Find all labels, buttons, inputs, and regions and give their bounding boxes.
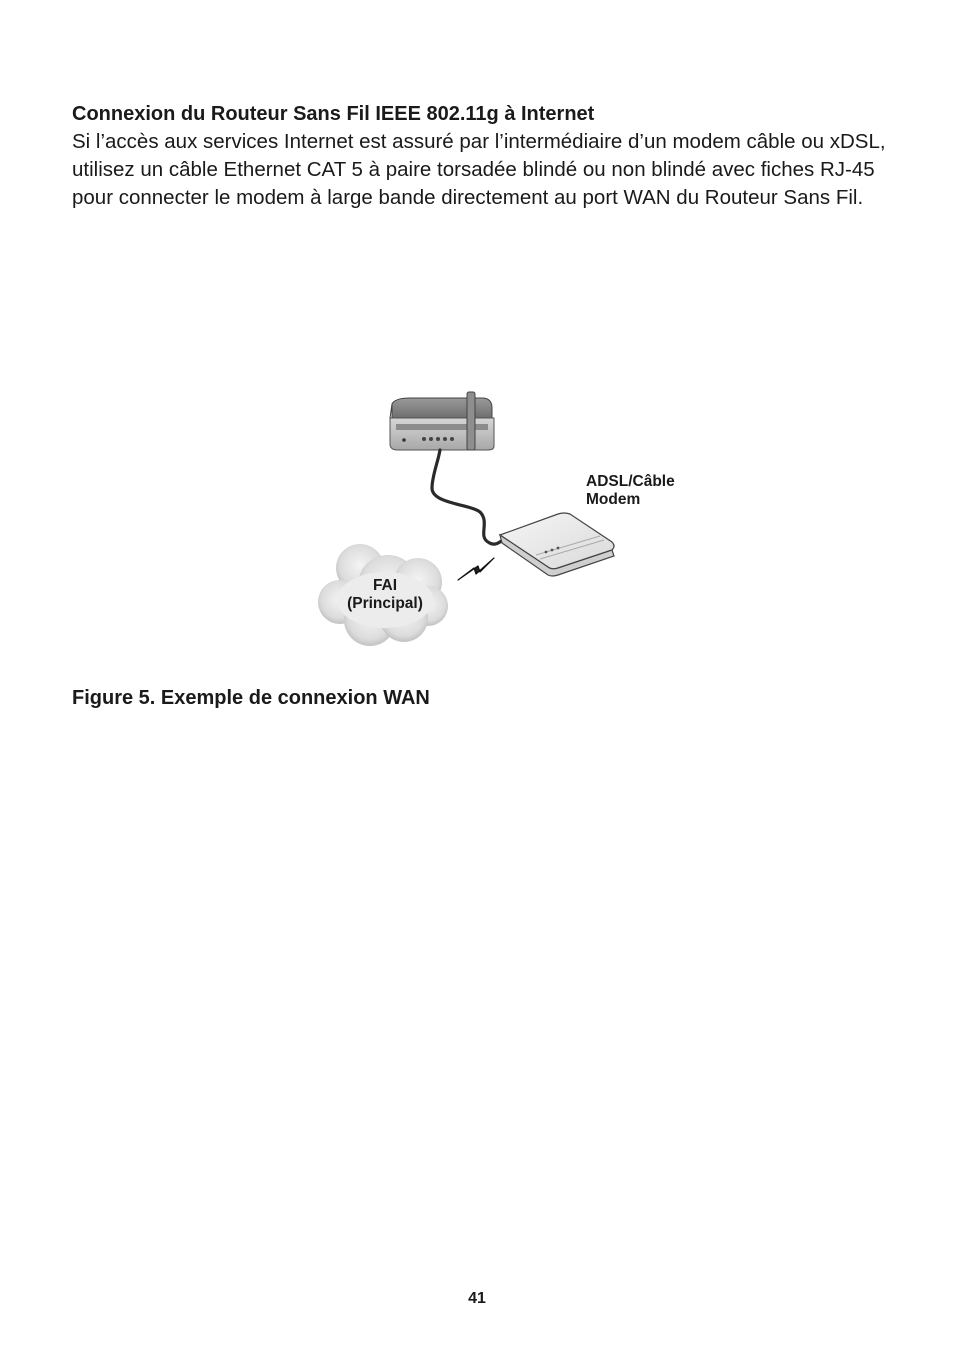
ethernet-cable xyxy=(432,450,508,544)
section-body: Si l’accès aux services Internet est assuré par l’intermédiaire d’un modem câble ou xDSL, utilisez un câble Ethernet CAT 5 à paire torsadée blindé ou non blindé avec fiches RJ-45 pour connecter le modem à large bande directement au port WAN du Routeur Sans Fil. xyxy=(72,130,886,209)
wireless-router-icon xyxy=(390,392,494,450)
lightning-bolt-icon xyxy=(458,558,494,580)
wan-connection-figure xyxy=(300,380,720,670)
isp-label-line2: (Principal) xyxy=(347,595,423,612)
isp-label xyxy=(330,577,440,613)
isp-label-line1: FAI xyxy=(372,577,398,594)
modem-label xyxy=(586,473,675,509)
wan-diagram xyxy=(300,380,720,670)
page-number: 41 xyxy=(468,1290,486,1307)
modem-label-line1: ADSL/Câble xyxy=(586,473,675,490)
modem-icon xyxy=(500,513,614,576)
figure-caption: Figure 5. Exemple de connexion WAN xyxy=(72,687,430,709)
modem-label-line2: Modem xyxy=(586,491,641,508)
wan-connection-section xyxy=(72,100,902,212)
section-title: Connexion du Routeur Sans Fil IEEE 802.11g à Internet xyxy=(72,103,595,125)
